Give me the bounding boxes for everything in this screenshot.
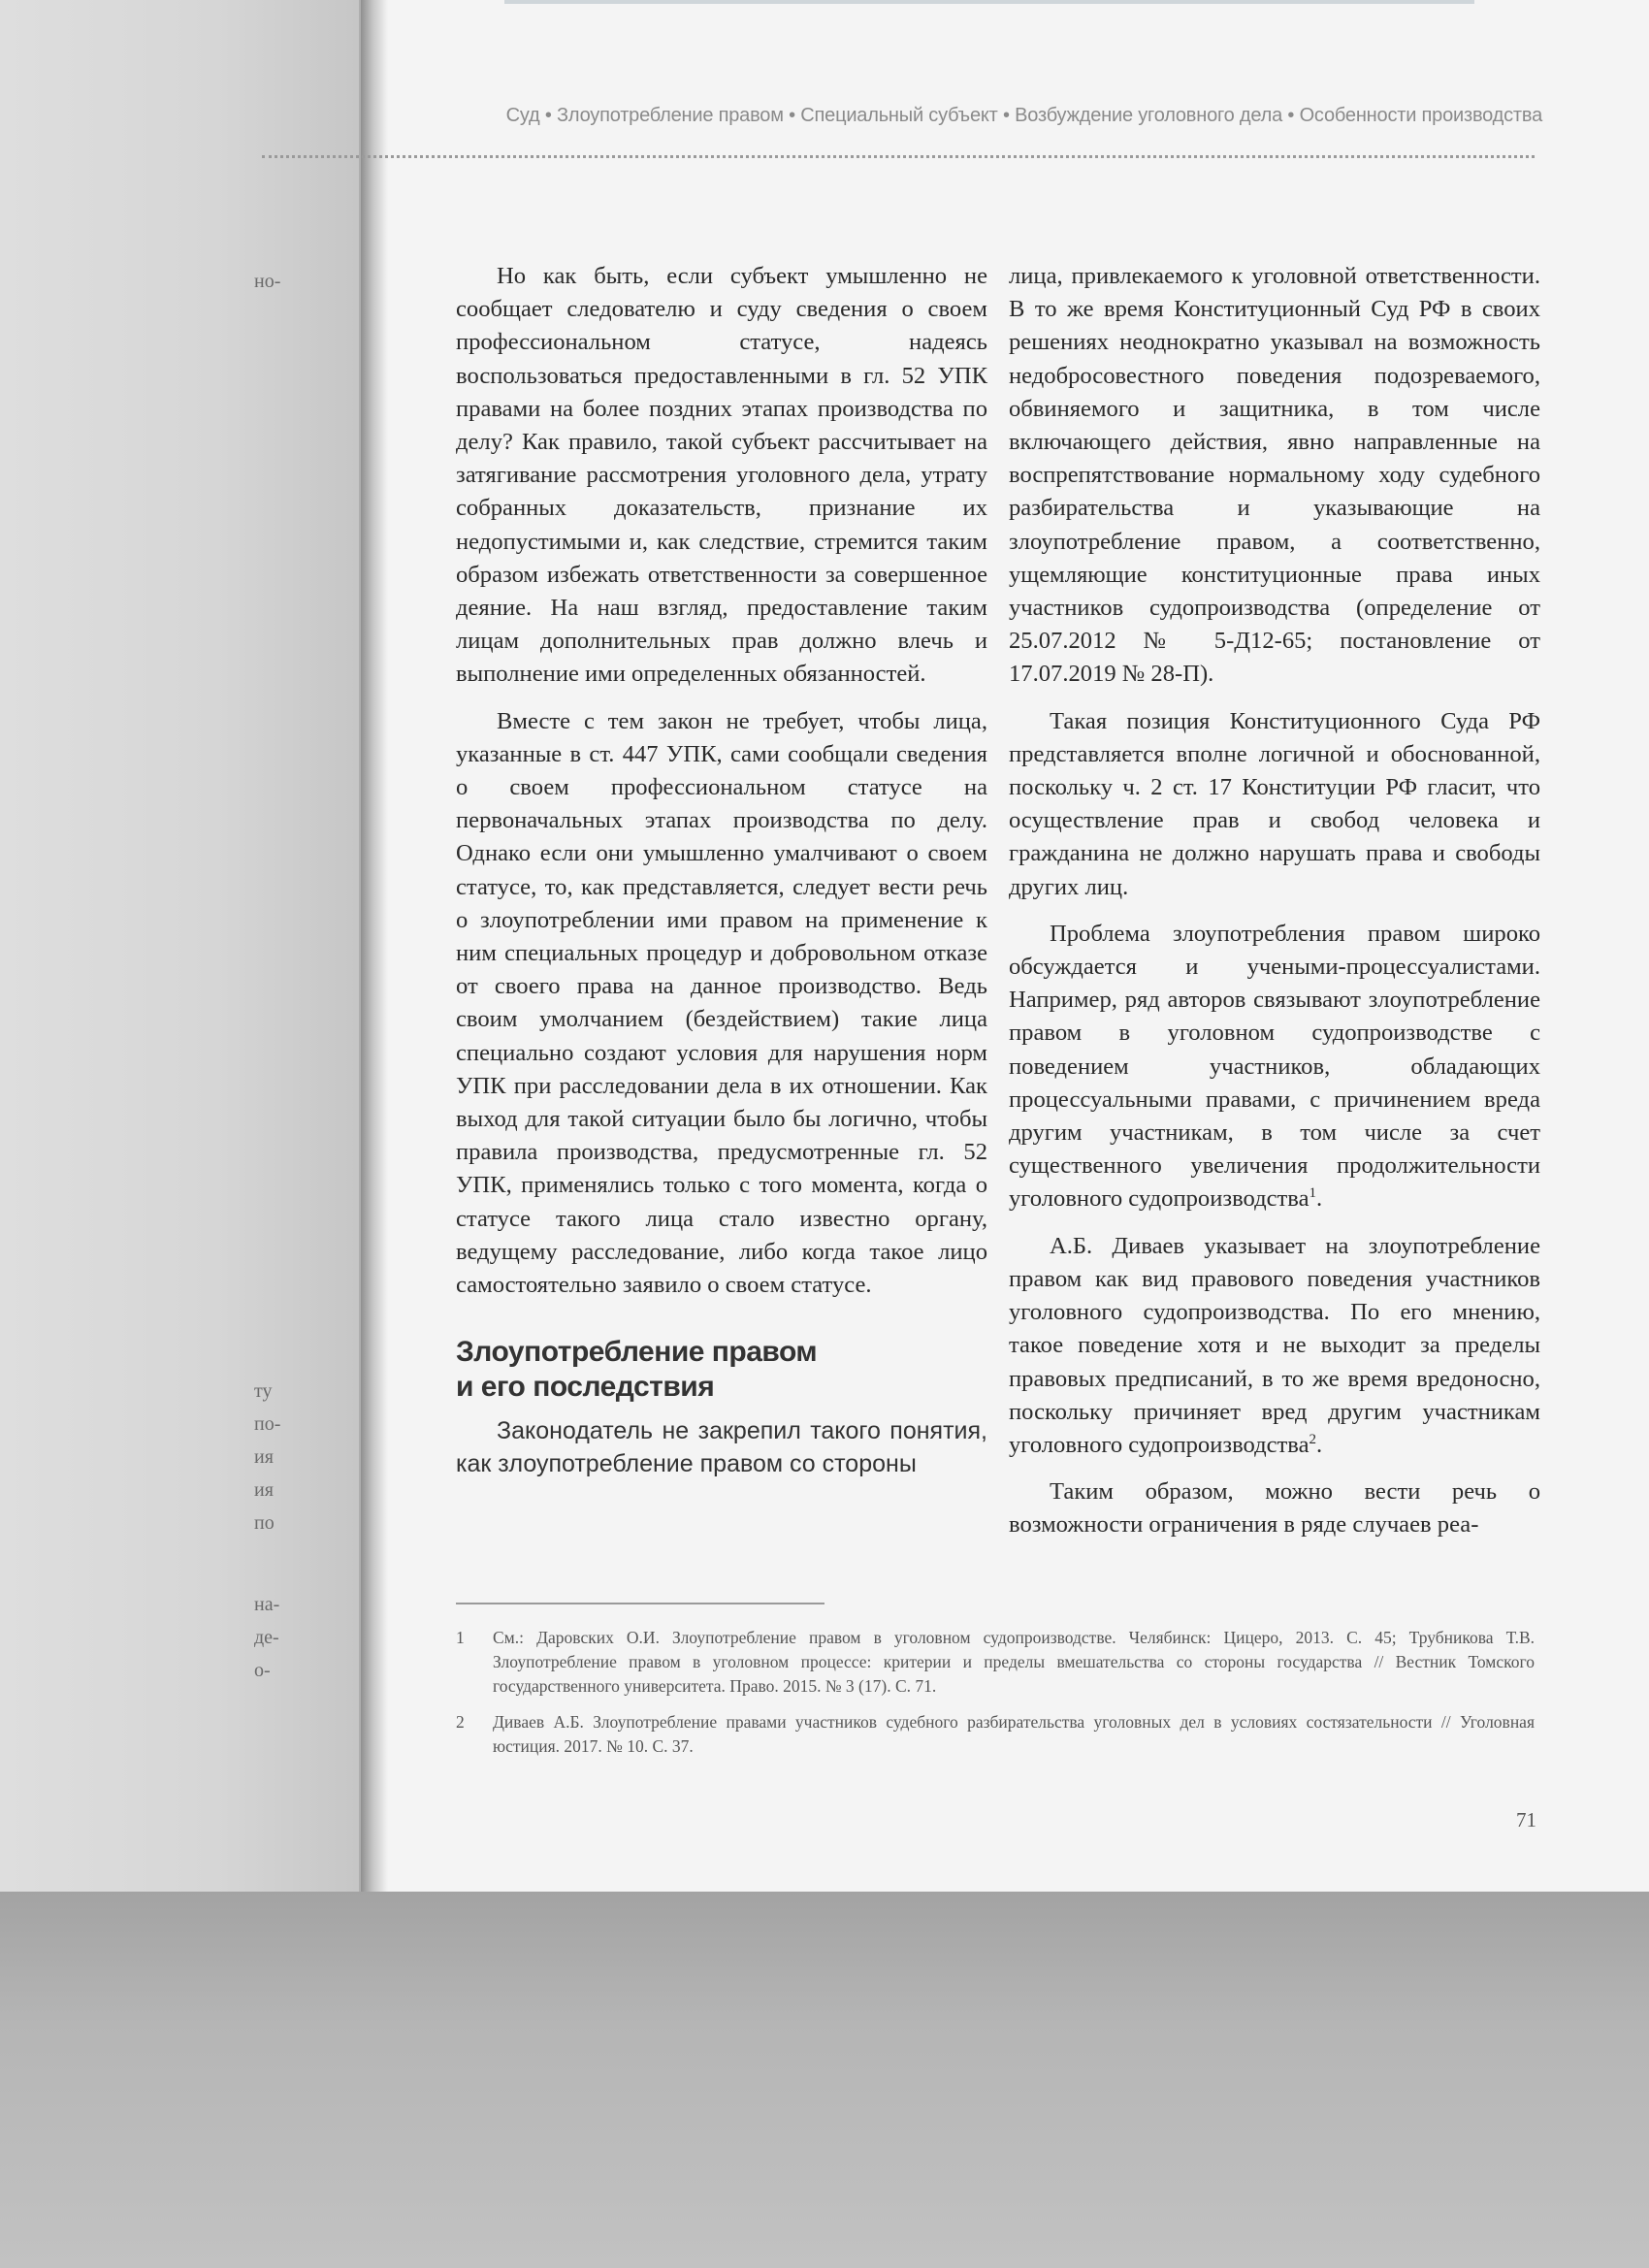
prev-page-fragment: на- [254, 1594, 280, 1615]
body-paragraph: Проблема злоупотребления правом широко обсуждается и учеными-процессуалистами. Например, ряд авторов связывают злоупотребление правом в уголовном судопроизводстве с поведением участников, обладающих процессуальными правами, с причинением вреда другим участникам, в том числе за счет существенного увеличения продолжительности уголовного судопроизводства$^1$. [1009, 920, 1540, 1213]
binding-shadow [361, 0, 388, 1892]
section-heading-line: и его последствия [456, 1371, 715, 1404]
footnote-number: 1 [456, 1628, 465, 1647]
prev-page-fragment: ия [254, 1446, 274, 1468]
running-header: Суд • Злоупотребление правом • Специальный субъект • Возбуждение уголовного дела • Особенности производства [505, 105, 1542, 126]
body-paragraph: Вместе с тем закон не требует, чтобы лица, указанные в ст. 447 УПК, сами сообщали сведения о своем профессиональном статусе на первоначальных этапах производства по делу. Однако если они умышленно умалчивают о своем статусе, то, как представляется, следует вести речь о злоупотреблении ими правом на применение к ним специальных процедур и добровольном отказе от своего права на данное производство. Ведь своим умолчанием (бездействием) такие лица специально создают условия для нарушения норм УПК при расследовании дела в их отношении. Как выход для такой ситуации было бы логично, чтобы правила производства, предусмотренные гл. 52 УПК, применялись только с того момента, когда о статусе такого лица стало известно органу, ведущему расследование, либо когда такое лицо самостоятельно заявило о своем статусе. [456, 707, 987, 1299]
section-lead: Законодатель не закрепил такого понятия, как злоупотребление правом со стороны [456, 1417, 987, 1478]
prev-page-fragment: ту [254, 1380, 273, 1402]
prev-page-fragment: де- [254, 1627, 279, 1648]
footnote [456, 1710, 1535, 1759]
footnote-ref[interactable]: 1 [1309, 1185, 1316, 1202]
section-heading-line: Злоупотребление правом [456, 1336, 818, 1369]
header-dotted-rule [262, 155, 1535, 158]
footnote-text: См.: Даровских О.И. Злоупотребление правом в уголовном судопроизводстве. Челябинск: Цицеро, 2013. С. 45; Трубникова Т.В. Злоупотребление правом в уголовном процессе: критерии и пределы вмешательства со стороны государства // Вестник Томского государственного университета. Право. 2015. № 3 (17). С. 71. [493, 1628, 1535, 1696]
body-paragraph: лица, привлекаемого к уголовной ответственности. В то же время Конституционный Суд РФ в своих решениях неоднократно указывал на возможность недобросовестного поведения подозреваемого, обвиняемого и защитника, в том числе включающего действия, явно направленные на воспрепятствование нормальному ходу судебного разбирательства и указывающие на злоупотребление правом, а соответственно, ущемляющие конституционные права иных участников судопроизводства (определение от 25.07.2012 № 5-Д12-65; постановление от 17.07.2019 № 28-П). [1009, 263, 1540, 688]
footnote-ref[interactable]: 2 [1309, 1431, 1316, 1447]
footnote-number: 2 [456, 1712, 465, 1732]
page-top-accent [504, 0, 1474, 4]
page-number: 71 [1516, 1808, 1536, 1831]
body-paragraph: Такая позиция Конституционного Суда РФ представляется вполне логичной и обоснованной, поскольку ч. 2 ст. 17 Конституции РФ гласит, что осуществление прав и свобод человека и гражданина не должно нарушать права и свободы других лиц. [1009, 707, 1540, 900]
footnote-text: Диваев А.Б. Злоупотребление правами участников судебного разбирательства уголовных дел в условиях состязательности // Уголовная юстиция. 2017. № 10. С. 37. [493, 1712, 1535, 1756]
body-paragraph: Таким образом, можно вести речь о возможности ограничения в ряде случаев реа- [1009, 1478, 1540, 1539]
scanner-background-bottom [0, 1892, 1649, 2268]
prev-page-fragment: по [254, 1512, 275, 1534]
section-heading [456, 1335, 987, 1405]
paragraph-text: А.Б. Диваев указывает на злоупотребление правом как вид правового поведения участников уголовного судопроизводства. По его мнению, такое поведение хотя и не выходит за пределы правовых предписаний, в то же время вредоносно, поскольку причиняет вред другим участникам уголовного судопроизводства [1009, 1232, 1540, 1458]
paragraph-text: Проблема злоупотребления правом широко обсуждается и учеными-процессуалистами. Например, ряд авторов связывают злоупотребление правом в уголовном судопроизводстве с поведением участников, обладающих процессуальными правами, с причинением вреда другим участникам, в том числе за счет существенного увеличения продолжительности уголовного судопроизводства [1009, 920, 1540, 1213]
footnote [456, 1626, 1535, 1699]
footnotes [456, 1626, 1535, 1770]
prev-page-fragment: ия [254, 1479, 274, 1501]
prev-page-fragment: по- [254, 1413, 281, 1435]
previous-page-edge [0, 0, 359, 1892]
footnote-rule [456, 1603, 824, 1604]
body-paragraph: Но как быть, если субъект умышленно не сообщает следователю и суду сведения о своем профессиональном статусе, надеясь воспользоваться предоставленными в гл. 52 УПК правами на более поздних этапах производства по делу? Как правило, такой субъект рассчитывает на затягивание рассмотрения уголовного дела, утрату собранных доказательств, признание их недопустимыми и, как следствие, стремится таким образом избежать ответственности за совершенное деяние. На наш взгляд, предоставление таким лицам дополнительных прав должно влечь и выполнение ими определенных обязанностей. [456, 263, 987, 688]
body-paragraph: А.Б. Диваев указывает на злоупотребление правом как вид правового поведения участников уголовного судопроизводства. По его мнению, такое поведение хотя и не выходит за пределы правовых предписаний, в то же время вредоносно, поскольку причиняет вред другим участникам уголовного судопроизводства$^2$. [1009, 1232, 1540, 1458]
prev-page-fragment: но- [254, 271, 281, 292]
left-column [456, 260, 987, 1494]
prev-page-fragment: о- [254, 1660, 271, 1681]
right-column [1009, 260, 1540, 1556]
